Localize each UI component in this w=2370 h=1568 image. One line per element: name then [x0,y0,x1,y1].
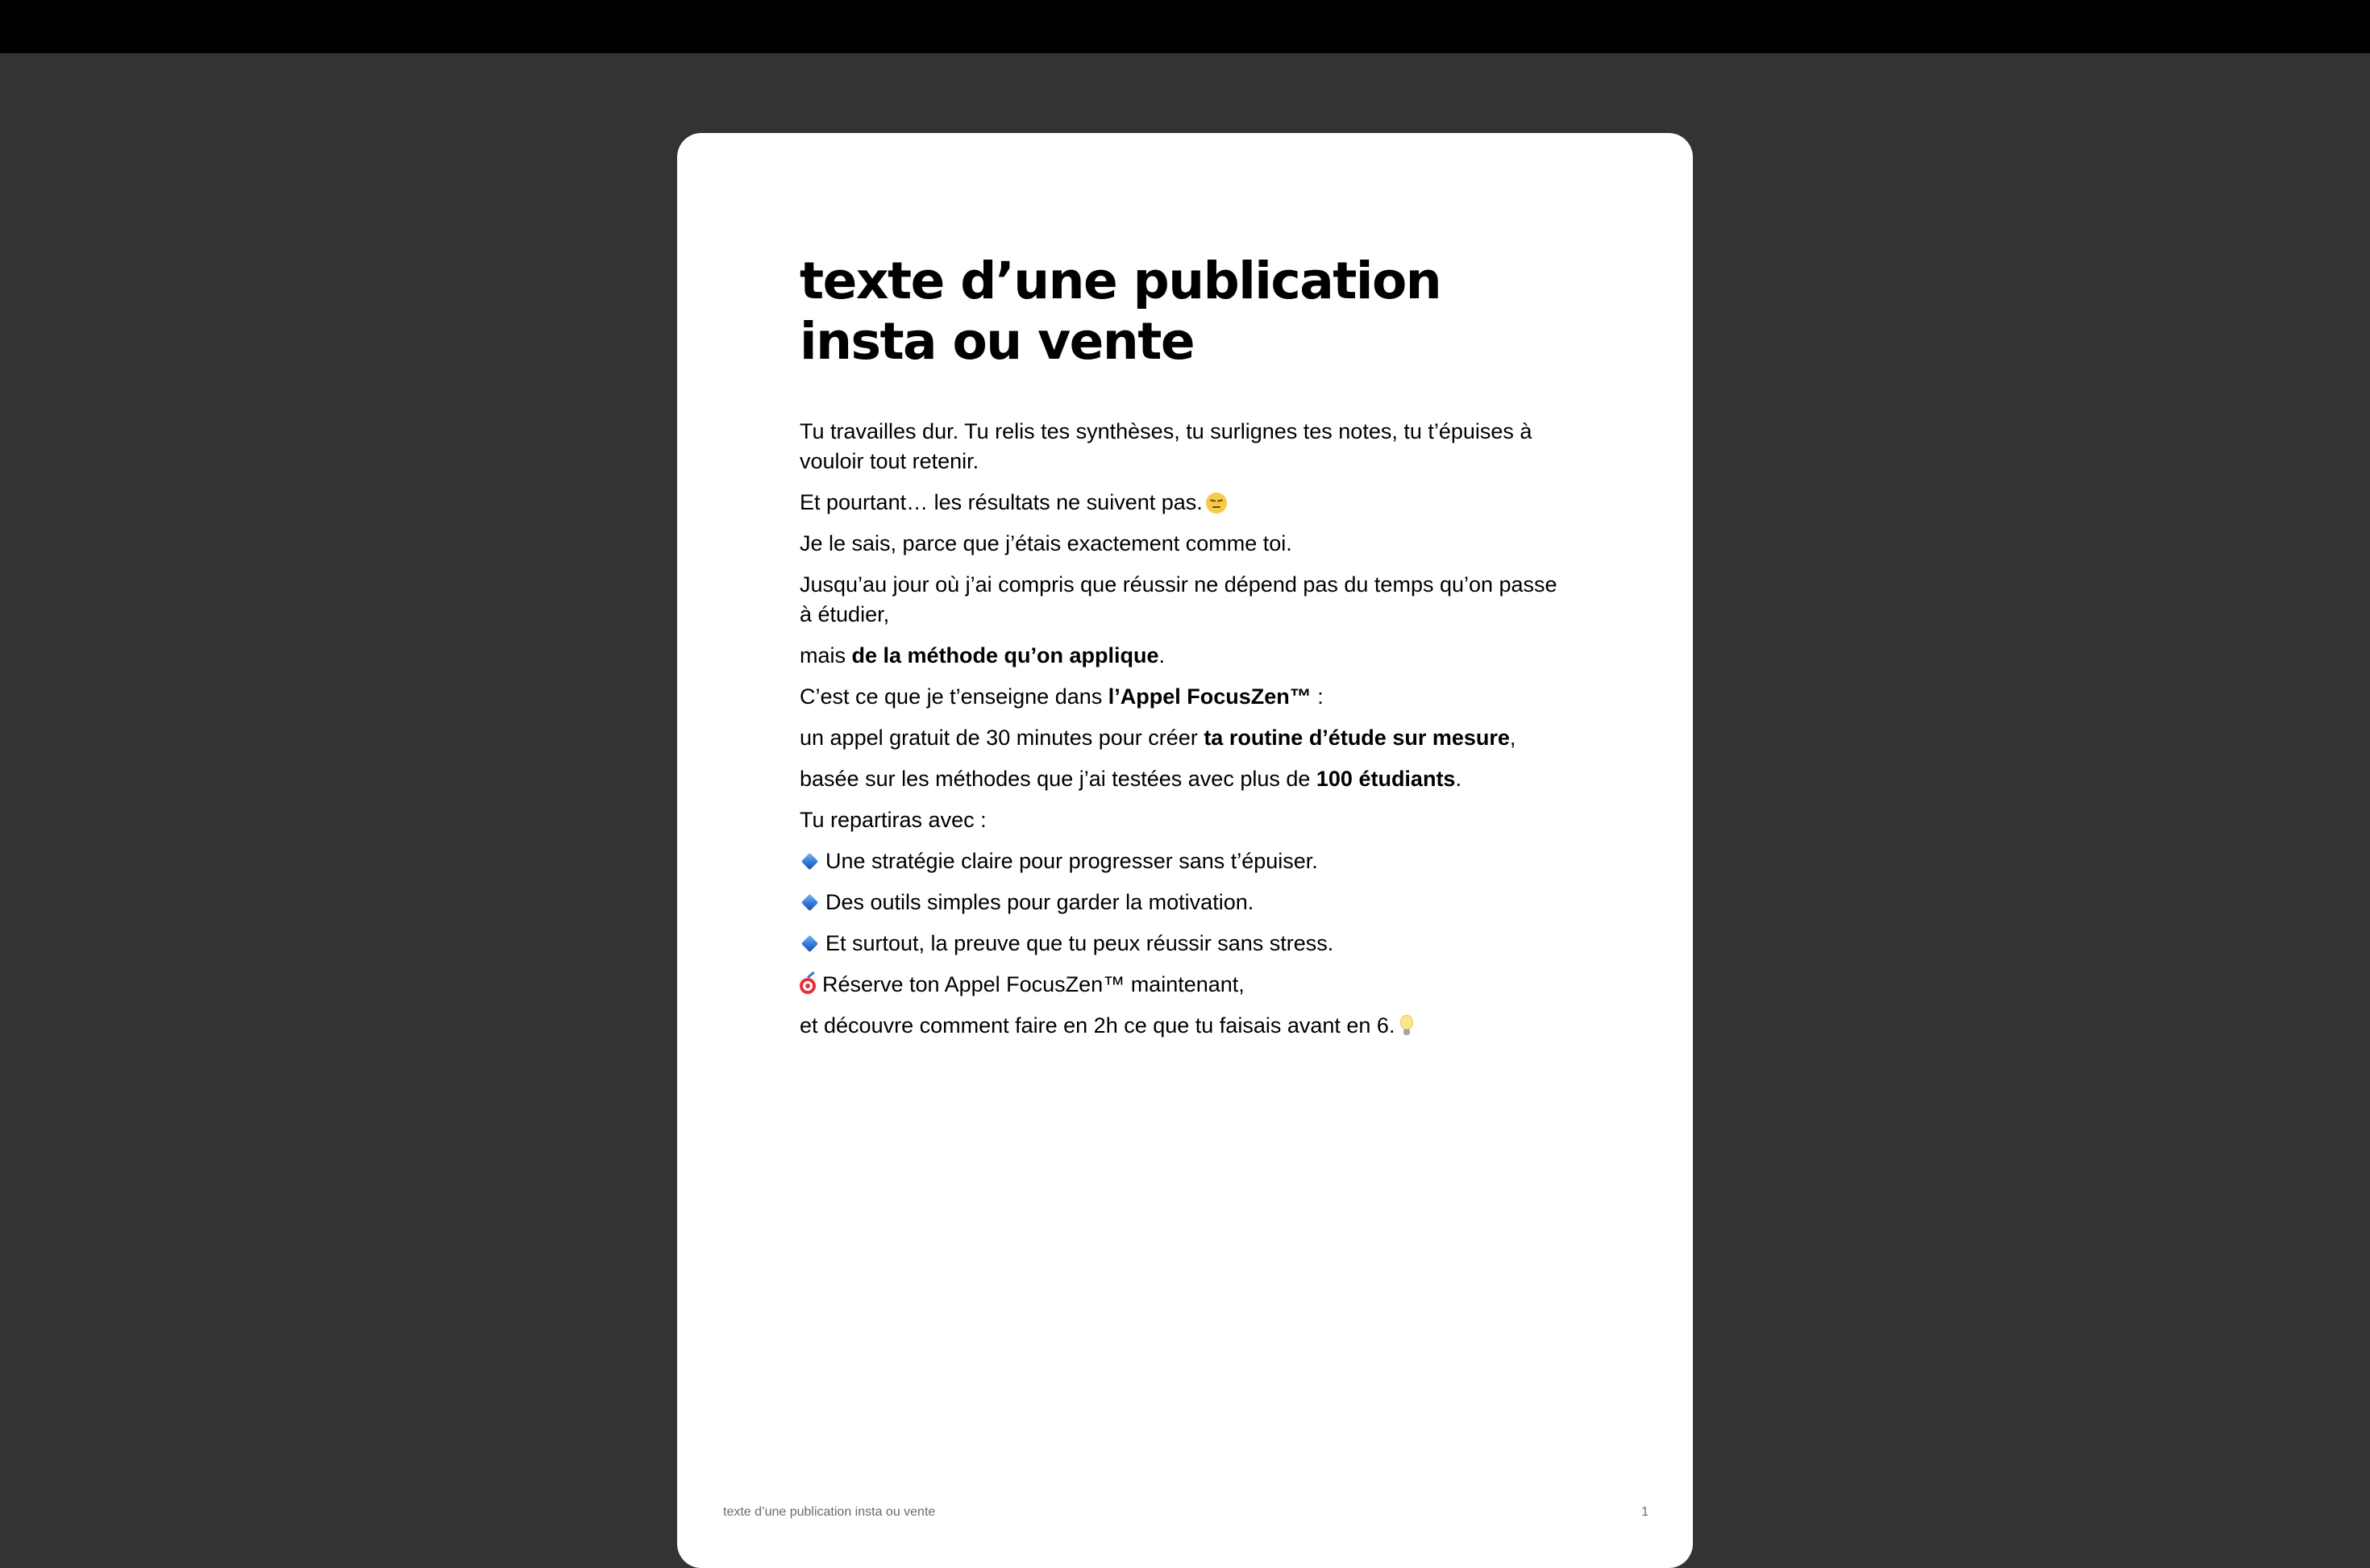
paragraph-text: Tu travailles dur. Tu relis tes synthèses, tu surlignes tes notes, tu t’épuises à vouloir tout retenir. [800,419,1532,473]
page-title: texte d’une publication insta ou vente [800,252,1441,371]
paragraph [800,682,1574,712]
paragraph-text: . [1455,767,1462,791]
paragraph [800,805,1574,835]
footer-title: texte d’une publication insta ou vente [723,1505,936,1519]
document-page [677,133,1693,1568]
direct-hit-icon [800,976,817,994]
paragraph-text: mais [800,643,852,668]
page-content [800,251,1574,1052]
paragraph-text: et découvre comment faire en 2h ce que tu faisais avant en 6. [800,1013,1395,1038]
paragraph [800,488,1574,518]
list-item-text: Des outils simples pour garder la motivation. [825,890,1254,914]
paragraph [800,529,1574,559]
paragraph [800,641,1574,671]
bold-text: ta routine d’étude sur mesure [1204,726,1510,750]
paragraph-text: , [1509,726,1516,750]
paragraph-text: un appel gratuit de 30 minutes pour créer [800,726,1204,750]
paragraph-text: basée sur les méthodes que j’ai testées avec plus de [800,767,1316,791]
bold-text: l’Appel FocusZen™ [1108,684,1312,709]
paragraph-text: Jusqu’au jour où j’ai compris que réussir ne dépend pas du temps qu’on passe à étudier, [800,572,1557,626]
paragraph-text: Tu repartiras avec : [800,808,987,832]
paragraph-text: . [1158,643,1166,668]
document-viewer[interactable] [0,53,2370,1541]
bold-text: de la méthode qu’on applique [851,643,1159,668]
paragraph-text: Réserve ton Appel FocusZen™ maintenant, [822,972,1245,996]
page-number: 1 [1641,1505,1649,1519]
paragraph-text: Je le sais, parce que j’étais exactement comme toi. [800,531,1292,555]
paragraph [800,764,1574,794]
list-item-text: Et surtout, la preuve que tu peux réussir sans stress. [825,931,1334,955]
light-bulb-icon [1399,1015,1414,1038]
paragraph-text: Et pourtant… les résultats ne suivent pas. [800,490,1203,514]
top-bar [0,0,2370,53]
paragraph [800,970,1574,1000]
list-item [800,929,1574,959]
paragraph [800,570,1574,630]
paragraph [800,417,1574,476]
list-item [800,846,1574,876]
paragraph-text: : [1311,684,1324,709]
paragraph [800,1011,1574,1041]
pensive-face-icon [1206,493,1227,514]
blue-diamond-icon [801,894,818,911]
list-item [800,888,1574,917]
paragraph-text: C’est ce que je t’enseigne dans [800,684,1108,709]
bold-text: 100 étudiants [1316,767,1456,791]
list-item-text: Une stratégie claire pour progresser sans t’épuiser. [825,849,1318,873]
blue-diamond-icon [801,935,818,952]
paragraph [800,723,1574,753]
blue-diamond-icon [801,853,818,870]
